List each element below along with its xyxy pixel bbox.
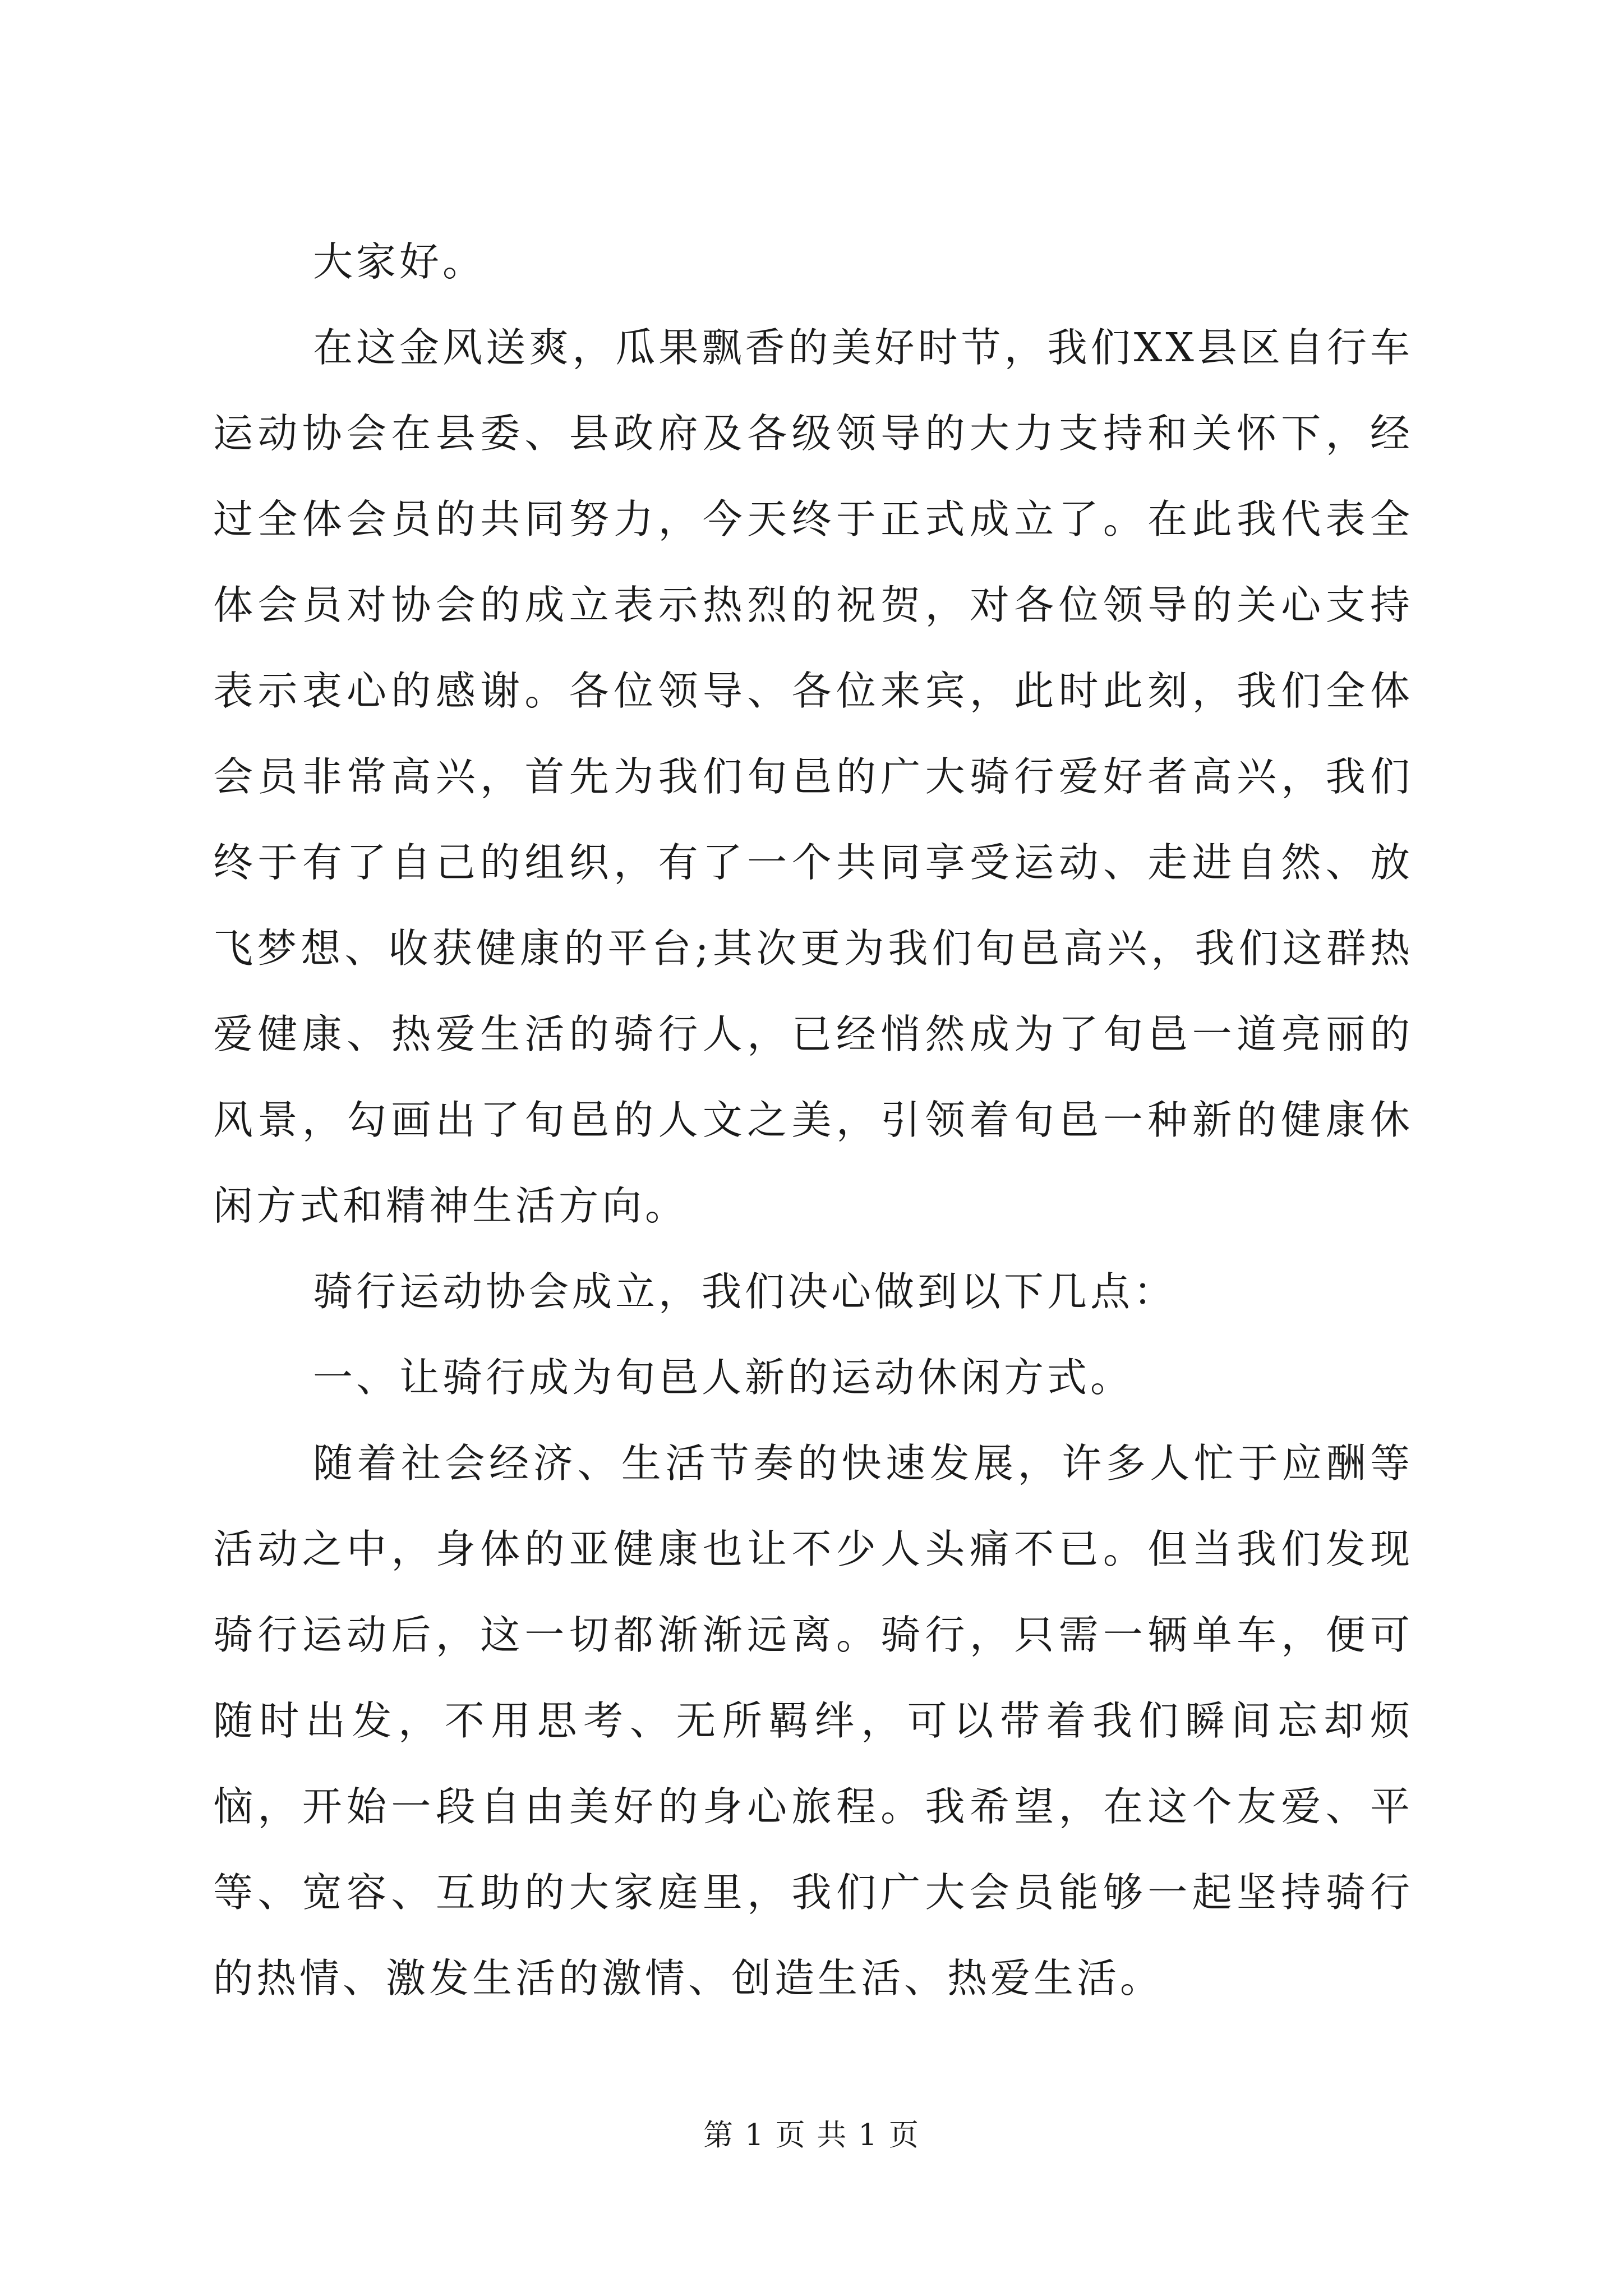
document-body: [213, 219, 1413, 2021]
paragraph-resolution-intro: 骑行运动协会成立，我们决心做到以下几点：: [313, 1268, 1177, 1315]
paragraph-greeting: 大家好。: [313, 238, 486, 285]
paragraph-opening: 在这金风送爽，瓜果飘香的美好时节，我们XX县区自行车运动协会在县委、县政府及各级领导的大力支持和关怀下，经过全体会员的共同努力，今天终于正式成立了。在此我代表全体会员对协会的成立表示热烈的祝贺，对各位领导的关心支持表示衷心的感谢。各位领导、各位来宾，此时此刻，我们全体会员非常高兴，首先为我们旬邑的广大骑行爱好者高兴，我们终于有了自己的组织，有了一个共同享受运动、走进自然、放飞梦想、收获健康的平台;其次更为我们旬邑高兴，我们这群热爱健康、热爱生活的骑行人，已经悄然成为了旬邑一道亮丽的风景，勾画出了旬邑的人文之美，引领着旬邑一种新的健康休闲方式和精神生活方向。: [213, 324, 1413, 1229]
paragraph-point-one-heading: 一、让骑行成为旬邑人新的运动休闲方式。: [313, 1354, 1134, 1401]
page-number-footer: 第 1 页 共 1 页: [703, 2118, 920, 2152]
paragraph-point-one-body: 随着社会经济、生活节奏的快速发展，许多人忙于应酬等活动之中，身体的亚健康也让不少人头痛不已。但当我们发现骑行运动后，这一切都渐渐远离。骑行，只需一辆单车，便可随时出发，不用思考、无所羁绊，可以带着我们瞬间忘却烦恼，开始一段自由美好的身心旅程。我希望，在这个友爱、平等、宽容、互助的大家庭里，我们广大会员能够一起坚持骑行的热情、激发生活的激情、创造生活、热爱生活。: [213, 1440, 1413, 2001]
